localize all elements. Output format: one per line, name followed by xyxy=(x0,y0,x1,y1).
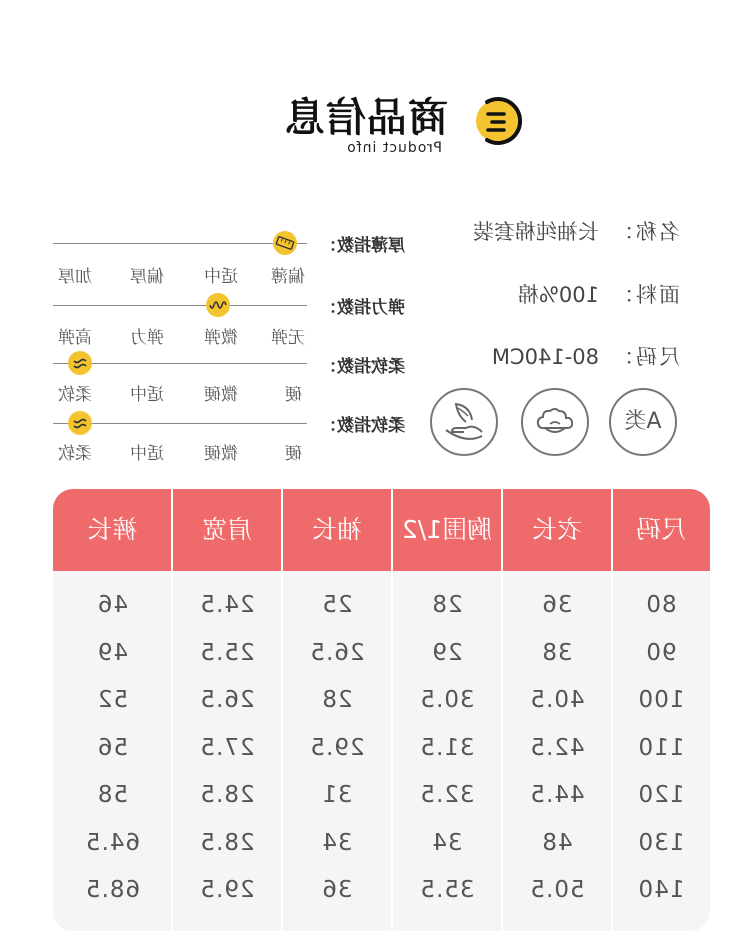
product-size-value: 80-140CM xyxy=(491,345,599,369)
header-chest: 胸围1/2 xyxy=(401,515,493,544)
size-table xyxy=(53,489,710,931)
product-size-label: 尺码： xyxy=(611,345,680,369)
elasticity-index-knob xyxy=(206,293,230,317)
softness-index-knob xyxy=(68,351,92,375)
cell-sleeve: 34 xyxy=(321,829,353,856)
cell-pants: 56 xyxy=(96,734,129,761)
cell-length: 38 xyxy=(541,639,573,666)
cell-sleeve: 31 xyxy=(321,782,353,808)
cell-pants: 49 xyxy=(96,639,129,666)
cell-length: 50.5 xyxy=(529,877,585,903)
hand-care-badge xyxy=(430,388,498,456)
cell-pants: 46 xyxy=(96,592,129,618)
cell-shoulder: 27.5 xyxy=(199,734,255,761)
softness-2-option-1: 硬 xyxy=(285,444,302,464)
cell-pants: 52 xyxy=(96,687,129,713)
header-shoulder: 肩宽 xyxy=(202,515,253,544)
cell-pants: 58 xyxy=(96,782,129,808)
cell-chest: 31.5 xyxy=(419,734,475,761)
product-name-label: 名称： xyxy=(611,220,680,244)
elasticity-option-4: 高弹 xyxy=(58,328,92,348)
info-logo-icon xyxy=(470,92,528,150)
elasticity-index-label: 弹力指数： xyxy=(320,298,405,318)
thickness-option-4: 加厚 xyxy=(58,267,92,287)
cell-length: 36 xyxy=(541,592,573,618)
page-title: 商品信息 xyxy=(284,95,448,141)
cell-size: 120 xyxy=(637,782,685,808)
cell-sleeve: 29.5 xyxy=(309,734,365,761)
cell-shoulder: 29.5 xyxy=(199,877,255,903)
table-row xyxy=(53,867,710,914)
cell-size: 90 xyxy=(645,639,677,666)
cell-length: 44.5 xyxy=(529,782,585,808)
header-pants: 裤长 xyxy=(87,515,138,544)
a-class-icon: A类 xyxy=(624,409,662,434)
ruler-icon xyxy=(273,231,297,255)
softness-2-option-4: 柔软 xyxy=(58,444,92,464)
cell-chest: 34 xyxy=(431,829,463,856)
softness-index-label: 柔软指数： xyxy=(320,357,405,377)
cell-shoulder: 28.5 xyxy=(199,829,255,856)
wave-icon xyxy=(68,351,92,375)
softness-option-3: 适中 xyxy=(130,385,164,405)
table-row xyxy=(53,582,710,629)
cell-shoulder: 25.5 xyxy=(199,639,255,666)
cell-size: 110 xyxy=(637,734,685,761)
cell-pants: 64.5 xyxy=(84,829,141,856)
cell-chest: 35.5 xyxy=(419,877,475,903)
cell-sleeve: 36 xyxy=(321,877,353,903)
spring-icon xyxy=(206,293,230,317)
thickness-option-1: 偏薄 xyxy=(271,267,305,287)
cell-size: 130 xyxy=(637,829,685,856)
cell-length: 40.5 xyxy=(529,687,585,713)
cell-sleeve: 26.5 xyxy=(309,639,365,666)
cell-size: 80 xyxy=(645,592,677,618)
wave-icon xyxy=(68,411,92,435)
product-fabric-row xyxy=(518,279,680,309)
product-name-value: 长袖纯棉套装 xyxy=(473,220,599,244)
table-row xyxy=(53,677,710,724)
header-length: 衣长 xyxy=(532,515,583,544)
elasticity-option-2: 微弹 xyxy=(204,328,238,348)
softness-option-2: 微硬 xyxy=(204,385,238,405)
cotton-badge xyxy=(521,388,589,456)
cell-size: 100 xyxy=(637,687,685,713)
cell-chest: 32.5 xyxy=(419,782,475,808)
softness-index-2-knob xyxy=(68,411,92,435)
table-row xyxy=(53,820,710,867)
thickness-option-3: 偏厚 xyxy=(130,267,164,287)
cell-shoulder: 24.5 xyxy=(199,592,255,618)
cell-length: 48 xyxy=(541,829,573,856)
thickness-index-label: 厚薄指数： xyxy=(320,236,405,256)
cell-length: 42.5 xyxy=(529,734,585,761)
cell-size: 140 xyxy=(637,877,685,903)
cell-chest: 29 xyxy=(431,639,463,666)
table-row xyxy=(53,772,710,819)
cotton-icon xyxy=(523,390,587,454)
a-class-badge xyxy=(609,388,677,456)
product-fabric-label: 面料： xyxy=(611,283,680,307)
elasticity-option-3: 弹力 xyxy=(130,328,164,348)
header-size: 尺码 xyxy=(636,515,687,544)
softness-option-4: 柔软 xyxy=(58,385,92,405)
softness-option-1: 硬 xyxy=(285,385,302,405)
softness-2-option-2: 微硬 xyxy=(204,444,238,464)
section-header xyxy=(0,88,750,158)
hand-care-icon xyxy=(432,390,496,454)
cell-chest: 30.5 xyxy=(419,687,475,713)
elasticity-option-1: 无弹 xyxy=(271,328,305,348)
cell-sleeve: 25 xyxy=(321,592,353,618)
table-row xyxy=(53,725,710,772)
thickness-option-2: 适中 xyxy=(204,267,238,287)
cell-shoulder: 28.5 xyxy=(199,782,255,808)
page-subtitle: Product info xyxy=(346,140,442,156)
cell-pants: 68.5 xyxy=(84,877,141,903)
elasticity-index-track xyxy=(53,305,307,306)
thickness-index-knob xyxy=(273,231,297,255)
thickness-index-track xyxy=(53,243,307,244)
table-row xyxy=(53,630,710,677)
product-name-row xyxy=(473,216,680,246)
product-fabric-value: 100%棉 xyxy=(517,283,599,307)
product-size-row xyxy=(492,341,680,371)
header-sleeve: 袖长 xyxy=(312,515,363,544)
cell-shoulder: 26.5 xyxy=(199,687,255,713)
cell-chest: 28 xyxy=(431,592,463,618)
softness-2-option-3: 适中 xyxy=(130,444,164,464)
softness-index-2-label: 柔软指数： xyxy=(320,416,405,436)
cell-sleeve: 28 xyxy=(321,687,353,713)
